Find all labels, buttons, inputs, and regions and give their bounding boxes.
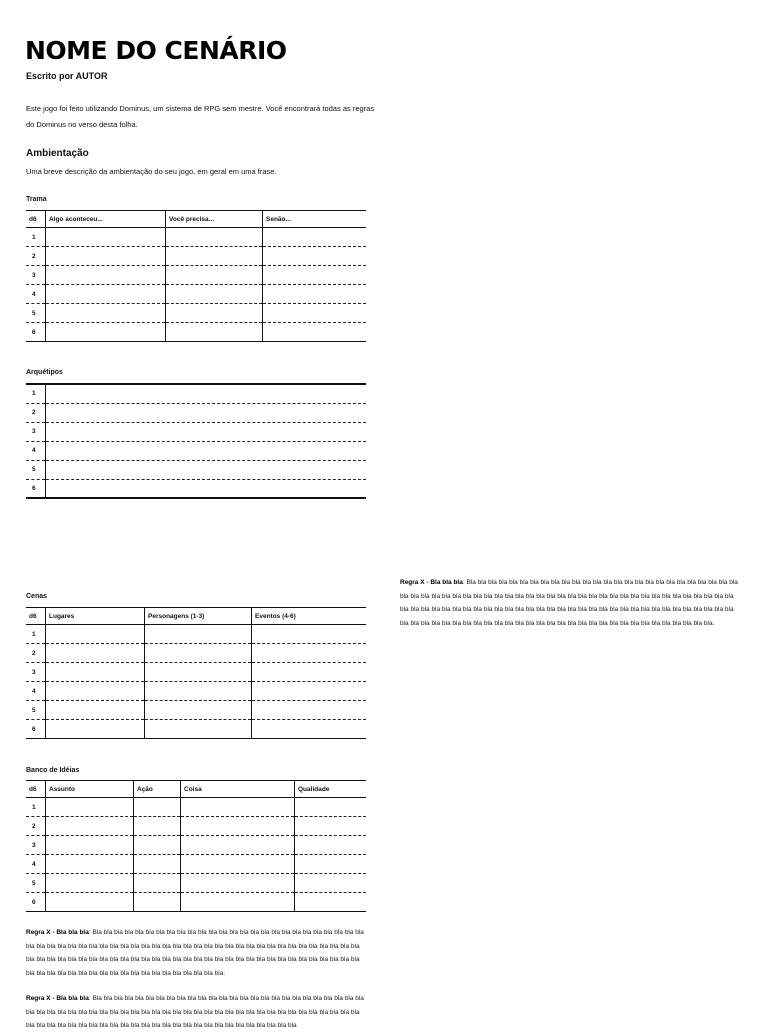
table-cell xyxy=(181,817,295,836)
table-cell xyxy=(46,228,166,247)
table-cell xyxy=(166,266,263,285)
column-header: Lugares xyxy=(46,608,145,625)
setting-text: Uma breve descrição da ambientação do seu jogo, em geral em uma frase. xyxy=(26,167,277,176)
column-header: Eventos (4-6) xyxy=(252,608,367,625)
row-number: 2 xyxy=(26,403,46,422)
table-row xyxy=(26,836,366,855)
column-header: Qualidade xyxy=(295,781,367,798)
row-number: 1 xyxy=(26,798,46,817)
row-number: 4 xyxy=(26,285,46,304)
row-number: 4 xyxy=(26,855,46,874)
table-row xyxy=(26,701,366,720)
page-title: NOME DO CENÁRIO xyxy=(25,36,287,65)
table-cell xyxy=(295,817,367,836)
table-cell xyxy=(46,384,367,403)
table-cell xyxy=(263,285,367,304)
table-cell xyxy=(252,663,367,682)
table-row xyxy=(26,285,366,304)
table-row xyxy=(26,682,366,701)
rule-paragraph xyxy=(26,992,366,1029)
row-number: 2 xyxy=(26,247,46,266)
table-cell xyxy=(181,874,295,893)
table-cell xyxy=(263,228,367,247)
row-number: 4 xyxy=(26,682,46,701)
trama-table xyxy=(26,210,366,342)
row-number: 4 xyxy=(26,441,46,460)
table-cell xyxy=(166,228,263,247)
table-cell xyxy=(134,836,181,855)
table-cell xyxy=(295,893,367,912)
intro-text: Este jogo foi feito utilizando Dominus, um sistema de RPG sem mestre. Você encontrará todas as regras do Dominus no verso desta folha. xyxy=(26,104,375,129)
table-cell xyxy=(46,479,367,498)
trama-label: Trama xyxy=(26,196,47,203)
table-cell xyxy=(252,720,367,739)
table-row xyxy=(26,893,366,912)
table-cell xyxy=(252,625,367,644)
table-cell xyxy=(145,682,252,701)
row-number: 3 xyxy=(26,663,46,682)
column-header: Assunto xyxy=(46,781,134,798)
table-cell xyxy=(46,682,145,701)
row-number: 5 xyxy=(26,874,46,893)
table-cell xyxy=(46,893,134,912)
table-cell xyxy=(46,266,166,285)
table-row xyxy=(26,403,366,422)
arquetipos-table xyxy=(26,383,366,499)
table-cell xyxy=(145,644,252,663)
table-cell xyxy=(134,893,181,912)
table-cell xyxy=(46,304,166,323)
rule-paragraph xyxy=(26,926,366,980)
table-cell xyxy=(181,836,295,855)
column-header: d6 xyxy=(26,781,46,798)
row-number: 6 xyxy=(26,893,46,912)
table-row xyxy=(26,304,366,323)
row-number: 5 xyxy=(26,304,46,323)
table-cell xyxy=(46,663,145,682)
table-header-row xyxy=(26,211,366,228)
row-number: 1 xyxy=(26,384,46,403)
row-number: 2 xyxy=(26,644,46,663)
rule-title: Regra X - Bla bla bla xyxy=(400,579,463,586)
table-cell xyxy=(295,798,367,817)
table-cell xyxy=(46,460,367,479)
table-row xyxy=(26,479,366,498)
table-cell xyxy=(166,323,263,342)
banco-table xyxy=(26,780,366,912)
table-row xyxy=(26,855,366,874)
table-cell xyxy=(134,874,181,893)
row-number: 6 xyxy=(26,720,46,739)
row-number: 5 xyxy=(26,460,46,479)
table-cell xyxy=(46,720,145,739)
column-header: d6 xyxy=(26,211,46,228)
table-cell xyxy=(263,266,367,285)
table-row xyxy=(26,422,366,441)
table-cell xyxy=(145,701,252,720)
table-cell xyxy=(46,798,134,817)
table-cell xyxy=(46,247,166,266)
arquetipos-label: Arquétipos xyxy=(26,369,63,376)
table-cell xyxy=(295,855,367,874)
table-row xyxy=(26,247,366,266)
table-cell xyxy=(295,836,367,855)
column-header: Algo aconteceu... xyxy=(46,211,166,228)
table-row xyxy=(26,720,366,739)
table-row xyxy=(26,266,366,285)
table-cell xyxy=(145,720,252,739)
table-cell xyxy=(46,855,134,874)
row-number: 1 xyxy=(26,228,46,247)
rule-title: Regra X - Bla bla bla xyxy=(26,995,89,1002)
row-number: 3 xyxy=(26,422,46,441)
row-number: 3 xyxy=(26,836,46,855)
table-cell xyxy=(166,247,263,266)
rule-text: : Bla bla bla bla bla bla bla bla bla bla bla bla bla bla bla bla bla bla bla bla bla bla bla bla bla bla bla bla bla bla bla bla bla bla bla bla bla bla bla bla bla bla bla bla bla bla bla bla bla bla bla bla bla bla bla bla bla bla bla bla bla bla bla bla bla bla bla bla bla bla bla bla bla bla bla bla bla bla bla bla bla bla bla bla xyxy=(26,995,364,1029)
rule-text: : Bla bla bla bla bla bla bla bla bla bla bla bla bla bla bla bla bla bla bla bla bla bla bla bla bla bla bla bla bla bla bla bla bla bla bla bla bla bla bla bla bla bla bla bla bla bla bla bla bla bla bla bla bla bla bla bla bla bla bla bla bla bla bla bla bla bla bla bla bla bla bla bla bla bla bla bla bla bla bla bla bla bla bla bla bla bla bla bla bla bla bla bla bla bla bla bla bla bla bla bla bla bla bla bla bla bla bla bla bla bla bla bla bla bla bla bla bla bla bla bla. xyxy=(400,579,738,627)
column-header: Senão... xyxy=(263,211,367,228)
row-number: 6 xyxy=(26,479,46,498)
table-row xyxy=(26,663,366,682)
cenas-table xyxy=(26,607,366,739)
table-cell xyxy=(252,682,367,701)
table-row xyxy=(26,625,366,644)
row-number: 5 xyxy=(26,701,46,720)
column-header: Coisa xyxy=(181,781,295,798)
table-cell xyxy=(46,817,134,836)
column-header: Você precisa... xyxy=(166,211,263,228)
table-row xyxy=(26,817,366,836)
row-number: 6 xyxy=(26,323,46,342)
table-row xyxy=(26,384,366,403)
table-cell xyxy=(46,874,134,893)
table-cell xyxy=(181,798,295,817)
table-cell xyxy=(295,874,367,893)
table-cell xyxy=(134,798,181,817)
table-row xyxy=(26,441,366,460)
table-cell xyxy=(166,285,263,304)
table-cell xyxy=(181,893,295,912)
table-row xyxy=(26,323,366,342)
table-cell xyxy=(46,701,145,720)
table-cell xyxy=(46,644,145,663)
banco-label: Banco de Idéias xyxy=(26,767,80,774)
table-row xyxy=(26,798,366,817)
table-cell xyxy=(46,441,367,460)
table-cell xyxy=(181,855,295,874)
table-cell xyxy=(166,304,263,323)
table-cell xyxy=(46,422,367,441)
cenas-label: Cenas xyxy=(26,593,48,600)
table-row xyxy=(26,644,366,663)
table-row xyxy=(26,460,366,479)
author-line: Escrito por AUTOR xyxy=(26,71,108,81)
row-number: 2 xyxy=(26,817,46,836)
rule-title: Regra X - Bla bla bla xyxy=(26,929,89,936)
table-header-row xyxy=(26,608,366,625)
table-cell xyxy=(46,323,166,342)
table-cell xyxy=(145,625,252,644)
table-cell xyxy=(46,836,134,855)
table-cell xyxy=(263,247,367,266)
table-cell xyxy=(252,644,367,663)
table-row xyxy=(26,228,366,247)
table-cell xyxy=(145,663,252,682)
table-cell xyxy=(263,323,367,342)
table-header-row xyxy=(26,781,366,798)
rule-text: : Bla bla bla bla bla bla bla bla bla bla bla bla bla bla bla bla bla bla bla bla bla bla bla bla bla bla bla bla bla bla bla bla bla bla bla bla bla bla bla bla bla bla bla bla bla bla bla bla bla bla bla bla bla bla bla bla bla bla bla bla bla bla bla bla bla bla bla bla bla bla bla bla bla bla bla bla bla bla bla bla bla bla bla bla bla bla bla bla bla bla bla bla bla bla bla bla bla bla bla bla bla bla bla bla bla bla bla bla bla. xyxy=(26,929,364,977)
row-number: 3 xyxy=(26,266,46,285)
table-cell xyxy=(134,855,181,874)
table-cell xyxy=(134,817,181,836)
row-number: 1 xyxy=(26,625,46,644)
table-cell xyxy=(46,403,367,422)
column-header: d6 xyxy=(26,608,46,625)
table-cell xyxy=(263,304,367,323)
column-header: Personagens (1-3) xyxy=(145,608,252,625)
table-row xyxy=(26,874,366,893)
table-cell xyxy=(46,285,166,304)
table-cell xyxy=(46,625,145,644)
column-header: Ação xyxy=(134,781,181,798)
table-cell xyxy=(252,701,367,720)
rule-paragraph xyxy=(400,576,740,630)
setting-heading: Ambientação xyxy=(26,148,89,159)
